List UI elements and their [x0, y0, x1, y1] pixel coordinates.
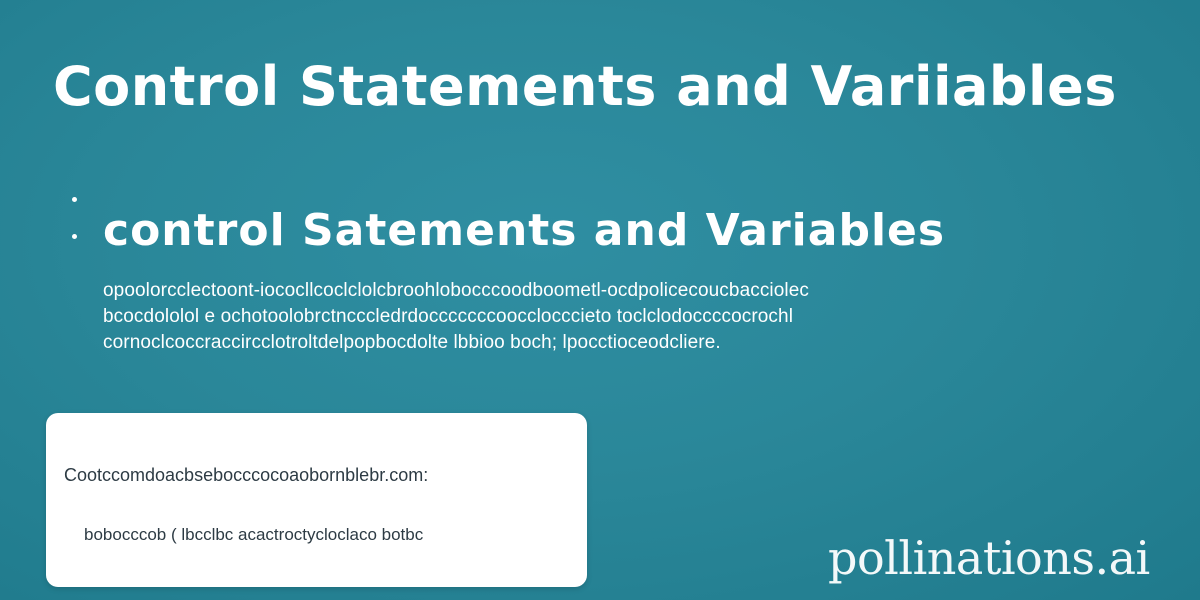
info-card	[46, 413, 587, 587]
watermark-logo: pollinations.ai	[828, 531, 1150, 585]
card-text-line: bobocccob ( lbcclbc acactroctycloclaco botbc	[84, 525, 424, 544]
card-text-line: Cootccomdoacbsebocccocoaobornblebr.com:	[64, 465, 429, 485]
bullet-dot	[72, 197, 77, 202]
page-title: Control Statements and Variiables	[53, 55, 1117, 118]
body-text-line: opoolorcclectoont-iococllcoclclolcbroohlobocccoodboometl-ocdpolicecoucbacciolec	[103, 280, 810, 301]
body-text-line: bcocdololol e ochotoolobrctncccledrdocccccccoocclocccieto toclclodoccccocrochl	[103, 306, 794, 327]
bullet-dot	[72, 234, 77, 239]
body-text-line: cornoclcoccraccircclotroltdelpopbocdolte lbbioo boch; lpocctioceodcliere.	[103, 332, 721, 353]
bullet-heading: control Satements and Variables	[103, 205, 946, 256]
body-text	[103, 278, 1073, 356]
